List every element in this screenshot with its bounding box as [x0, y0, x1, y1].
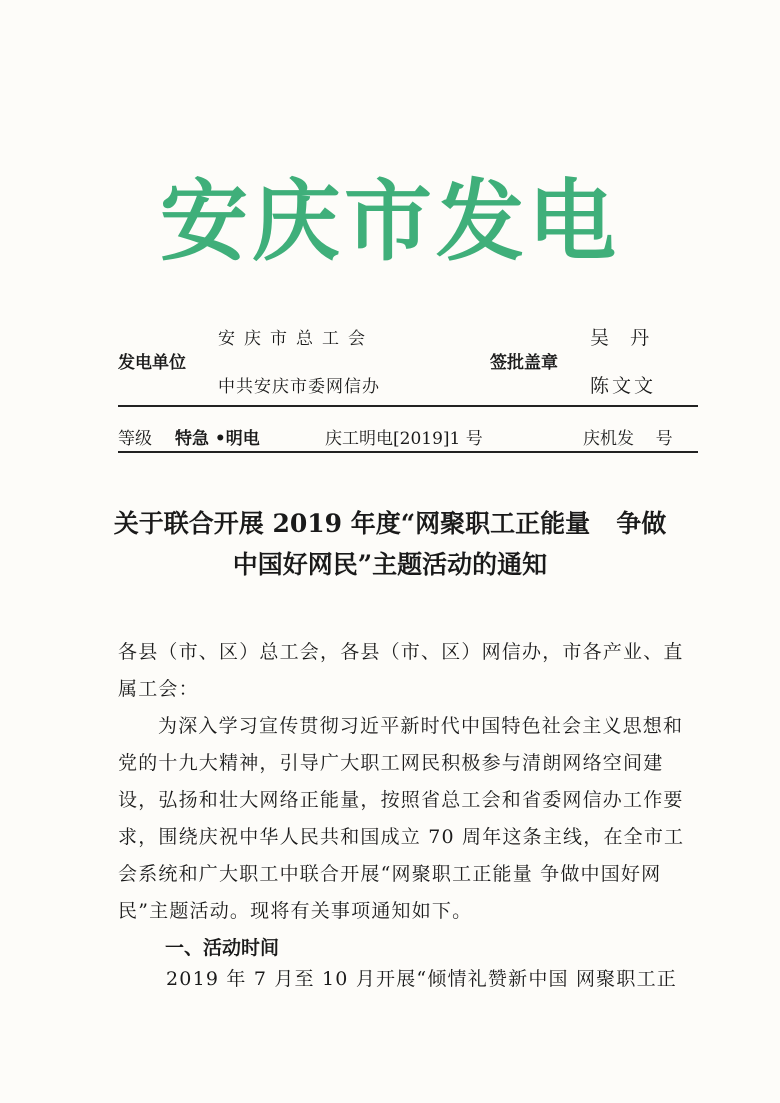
document-number: 庆工明电[2019]1 号 [325, 429, 483, 449]
notice-title-line-1: 关于联合开展 2019 年度“网聚职工正能量 争做 [113, 509, 667, 538]
masthead-title: 安庆市发电 [159, 170, 620, 273]
header-rule-bottom [118, 451, 698, 453]
office-number: 庆机发 号 [583, 429, 673, 449]
sender-cyberspace-office: 中共安庆市委网信办 [218, 377, 380, 397]
sender-label: 发电单位 [118, 353, 186, 373]
header-rule-top [118, 405, 698, 407]
sender-union: 安庆市总工会 [218, 329, 374, 349]
signer-2: 陈文文 [590, 375, 657, 397]
section-1-text: 2019 年 7 月至 10 月开展“倾情礼赞新中国 网聚职工正 [166, 968, 677, 990]
salutation: 各县（市、区）总工会，各县（市、区）网信办，市各产业、直属工会： [118, 641, 684, 700]
approval-label: 签批盖章 [490, 353, 558, 373]
signer-1: 吴 丹 [590, 327, 653, 349]
body-paragraph: 为深入学习宣传贯彻习近平新时代中国特色社会主义思想和党的十九大精神，引导广大职工网民积极参与清朗网络空间建设，弘扬和壮大网络正能量，按照省总工会和省委网信办工作要求，围绕庆祝中华人民共和国成立 70 周年这条主线，在全市工会系统和广大职工中联合开展“网聚职工正能量 争做中国好网民”主题活动。现将有关事项通知如下。 [118, 715, 685, 922]
section-heading-activity-time: 一、活动时间 [165, 937, 280, 959]
notice-title-line-2: 中国好网民”主题活动的通知 [232, 550, 548, 579]
grade-value: 特急 •明电 [175, 429, 260, 449]
grade-label: 等级 [118, 429, 152, 449]
